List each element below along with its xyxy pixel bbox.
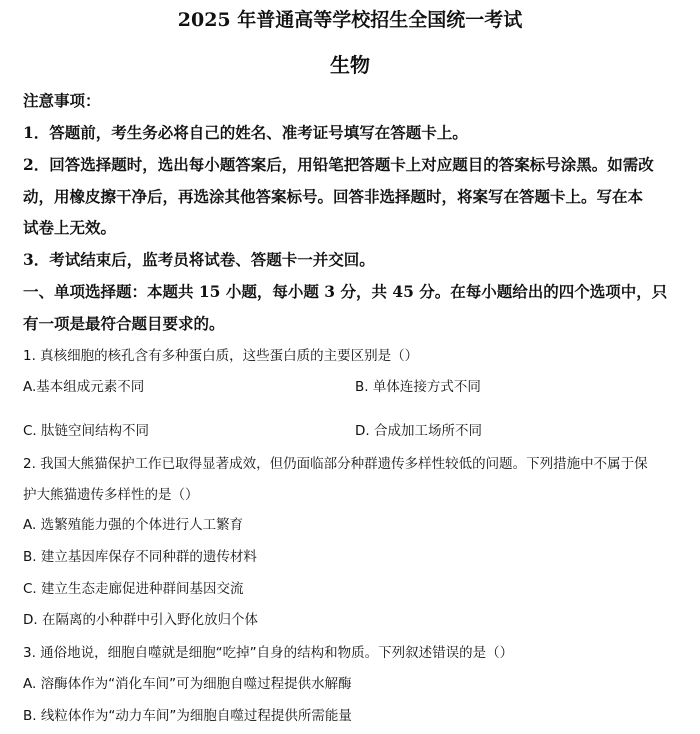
notice-item-2-line-3: 试卷上无效。 (23, 218, 117, 237)
question-1-option-d: D. 合成加工场所不同 (355, 423, 482, 439)
question-1-stem: 1. 真核细胞的核孔含有多种蛋白质，这些蛋白质的主要区别是（） (23, 348, 419, 364)
question-2-option-c: C. 建立生态走廊促进种群间基因交流 (23, 581, 244, 597)
question-2-stem-line-1: 2. 我国大熊猫保护工作已取得显著成效，但仍面临部分种群遗传多样性较低的问题。下列措施中不属于保 (23, 456, 648, 472)
notice-item-2-line-2: 动，用橡皮擦干净后，再选涂其他答案标号。回答非选择题时，将案写在答题卡上。写在本 (23, 187, 644, 206)
section-heading-line-2: 有一项是最符合题目要求的。 (23, 314, 225, 333)
question-2-option-b: B. 建立基因库保存不同种群的遗传材料 (23, 549, 257, 565)
exam-title: 2025 年普通高等学校招生全国统一考试 (177, 9, 523, 31)
question-3-option-b: B. 线粒体作为“动力车间”为细胞自噬过程提供所需能量 (23, 708, 352, 724)
question-2-option-a: A. 选繁殖能力强的个体进行人工繁育 (23, 517, 244, 533)
subject-title: 生物 (330, 53, 370, 77)
question-1-option-b: B. 单体连接方式不同 (355, 379, 481, 395)
section-heading-line-1: 一、单项选择题：本题共 15 小题，每小题 3 分，共 45 分。在每小题给出的四个选项中，只 (23, 282, 668, 301)
question-3-option-a: A. 溶酶体作为“消化车间”可为细胞自噬过程提供水解酶 (23, 676, 352, 692)
notice-item-3: 3．考试结束后，监考员将试卷、答题卡一并交回。 (23, 250, 375, 269)
notice-item-2-line-1: 2．回答选择题时，选出每小题答案后，用铅笔把答题卡上对应题目的答案标号涂黑。如需改 (23, 155, 654, 174)
question-2-stem-line-2: 护大熊猫遗传多样性的是（） (23, 487, 199, 503)
question-1-option-c: C. 肽链空间结构不同 (23, 423, 150, 439)
notice-item-1: 1．答题前，考生务必将自己的姓名、准考证号填写在答题卡上。 (23, 123, 468, 142)
notice-heading: 注意事项： (23, 91, 101, 110)
question-3-stem: 3. 通俗地说，细胞自噬就是细胞“吃掉”自身的结构和物质。下列叙述错误的是（） (23, 645, 514, 661)
question-1-option-a: A.基本组成元素不同 (23, 379, 145, 395)
question-2-option-d: D. 在隔离的小种群中引入野化放归个体 (23, 612, 258, 628)
